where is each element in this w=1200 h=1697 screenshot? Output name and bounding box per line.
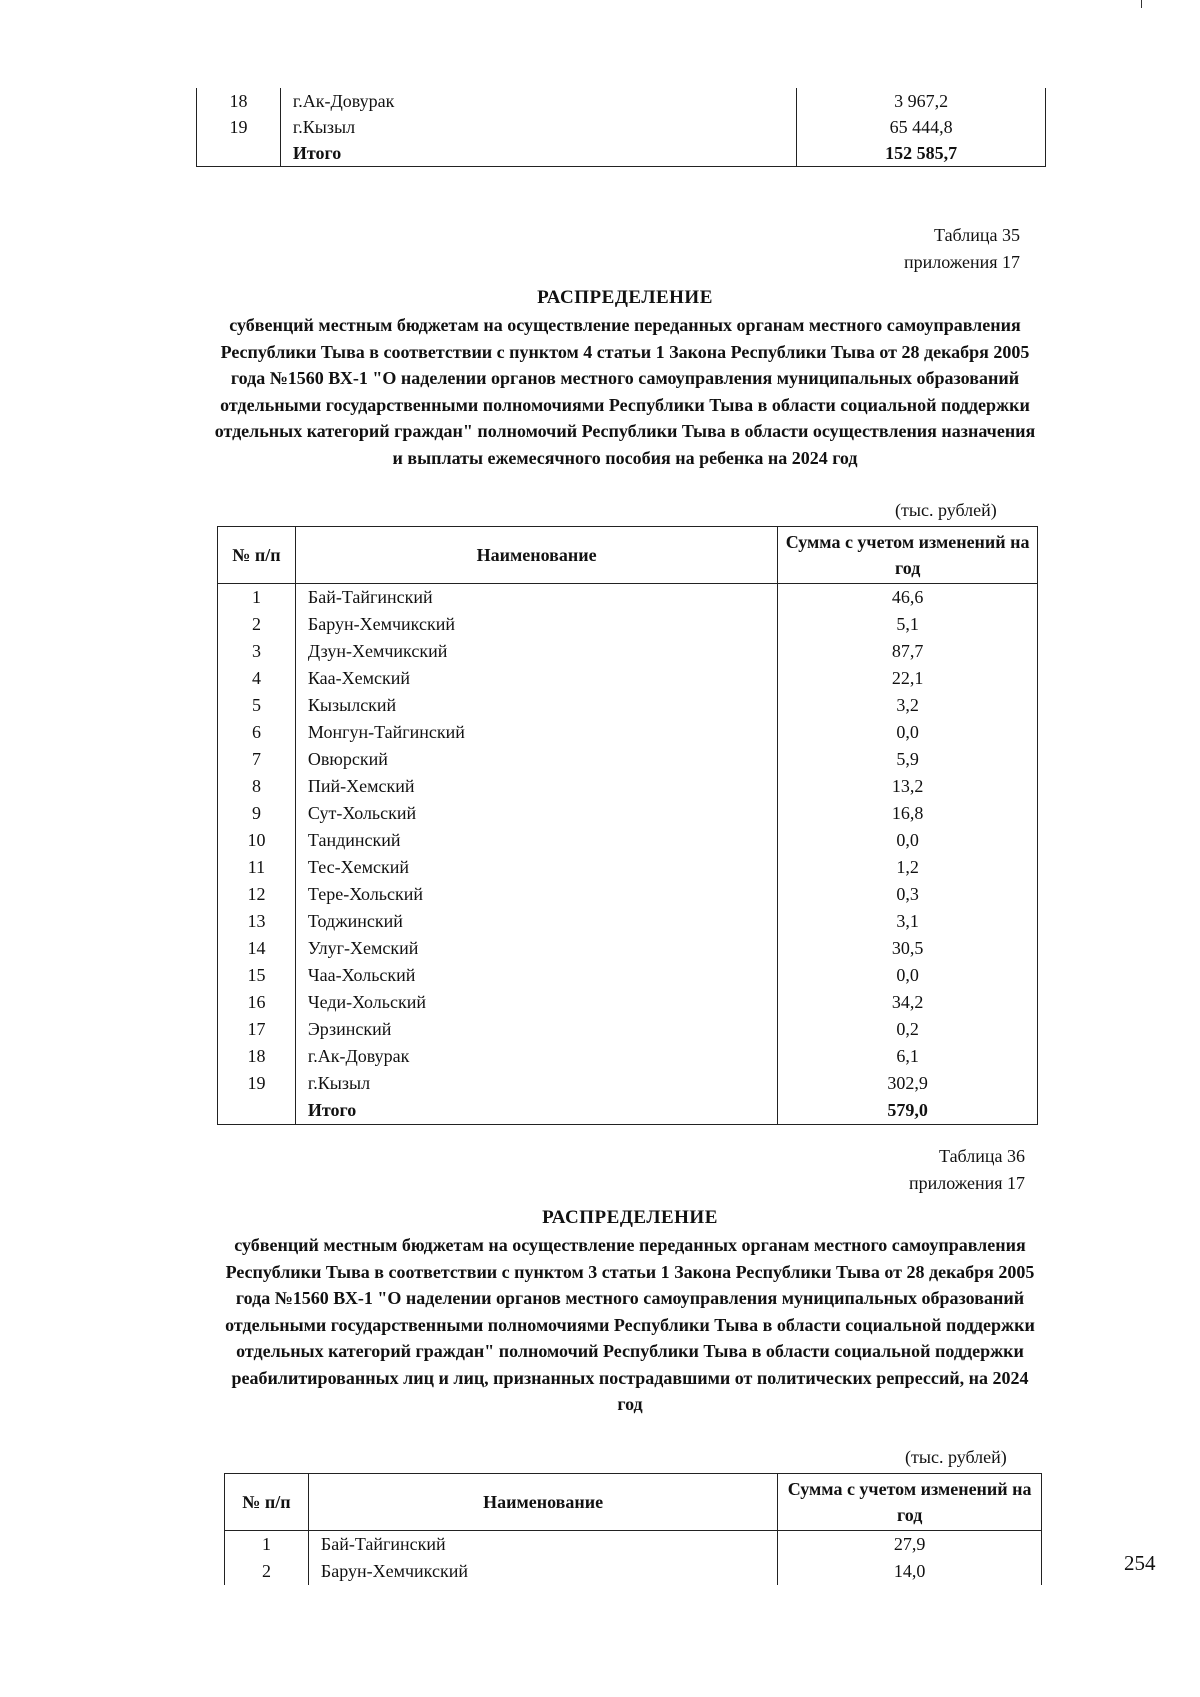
table36-subtitle: субвенций местным бюджетам на осуществление переданных органам местного самоуправления Республики Тыва в соответствии с пунктом 3 статьи 1 Закона Республики Тыва от 28 декабря 2005 года №1560 ВХ-1 "О наделении органов местного самоуправления муниципальных образований отдельными государственными полномочиями Республики Тыва в области социальной поддержки отдельных категорий граждан" полномочий Республики Тыва в области социальной поддержки реабилитированных лиц и лиц, признанных пострадавшими от политических репрессий, на 2024 год [225, 1235, 1035, 1414]
row-value: 22,1 [778, 665, 1038, 692]
column-header-number: № п/п [218, 527, 296, 584]
table36-heading [205, 1204, 1055, 1418]
row-name: г.Кызыл [280, 114, 796, 140]
table-row [218, 692, 1038, 719]
table-row [218, 1016, 1038, 1043]
table36-title: РАСПРЕДЕЛЕНИЕ [542, 1207, 718, 1228]
table-row [218, 989, 1038, 1016]
row-number: 2 [218, 611, 296, 638]
table-row [218, 827, 1038, 854]
table-row [218, 611, 1038, 638]
row-name: Бай-Тайгинский [295, 584, 777, 612]
table35-caption-line1: Таблица 35 [934, 225, 1020, 245]
table36 [224, 1473, 1042, 1585]
table36-caption [820, 1143, 1025, 1197]
row-name: Овюрский [295, 746, 777, 773]
row-number: 7 [218, 746, 296, 773]
row-value: 65 444,8 [797, 114, 1046, 140]
column-header-value: Сумма с учетом изменений на год [778, 1474, 1042, 1531]
row-number: 2 [225, 1558, 309, 1585]
table-row [218, 1070, 1038, 1097]
column-header-number: № п/п [225, 1474, 309, 1531]
continued-table-body [197, 88, 1046, 167]
row-value: 30,5 [778, 935, 1038, 962]
table-row [197, 114, 1046, 140]
row-value: 6,1 [778, 1043, 1038, 1070]
row-name: г.Ак-Довурак [280, 88, 796, 114]
table35-caption-line2: приложения 17 [903, 252, 1020, 272]
row-number: 18 [218, 1043, 296, 1070]
table35-units: (тыс. рублей) [895, 500, 997, 520]
table-row [218, 665, 1038, 692]
table-row [218, 773, 1038, 800]
total-label: Итого [295, 1097, 777, 1125]
total-value: 152 585,7 [797, 140, 1046, 167]
row-name: Кызылский [295, 692, 777, 719]
row-name: Пий-Хемский [295, 773, 777, 800]
row-value: 14,0 [778, 1558, 1042, 1585]
row-value: 27,9 [778, 1531, 1042, 1559]
row-name: Улуг-Хемский [295, 935, 777, 962]
table-row [218, 935, 1038, 962]
edge-mark [1141, 0, 1142, 8]
row-value: 5,9 [778, 746, 1038, 773]
total-row [218, 1097, 1038, 1125]
row-number: 3 [218, 638, 296, 665]
table-row [218, 584, 1038, 612]
row-value: 0,0 [778, 962, 1038, 989]
continued-table [196, 88, 1046, 167]
table35 [217, 526, 1038, 1125]
row-value: 0,3 [778, 881, 1038, 908]
row-name: г.Ак-Довурак [295, 1043, 777, 1070]
row-number: 15 [218, 962, 296, 989]
row-name: Чаа-Хольский [295, 962, 777, 989]
row-number: 13 [218, 908, 296, 935]
row-number: 14 [218, 935, 296, 962]
row-name: г.Кызыл [295, 1070, 777, 1097]
row-value: 87,7 [778, 638, 1038, 665]
row-name: Тере-Хольский [295, 881, 777, 908]
table-row [218, 881, 1038, 908]
total-row [197, 140, 1046, 167]
row-value: 34,2 [778, 989, 1038, 1016]
table35-title: РАСПРЕДЕЛЕНИЕ [537, 287, 713, 308]
table36-caption-line2: приложения 17 [908, 1173, 1025, 1193]
row-number: 11 [218, 854, 296, 881]
table-row [218, 719, 1038, 746]
row-number: 19 [229, 117, 248, 137]
row-number: 17 [218, 1016, 296, 1043]
row-number: 16 [218, 989, 296, 1016]
table35-caption [820, 222, 1020, 276]
table-row [218, 638, 1038, 665]
row-name: Дзун-Хемчикский [295, 638, 777, 665]
row-name: Монгун-Тайгинский [295, 719, 777, 746]
table35-subtitle: субвенций местным бюджетам на осуществление переданных органам местного самоуправления Республики Тыва в соответствии с пунктом 4 статьи 1 Закона Республики Тыва от 28 декабря 2005 года №1560 ВХ-1 "О наделении органов местного самоуправления муниципальных образований отдельными государственными полномочиями Республики Тыва в области социальной поддержки отдельных категорий граждан" полномочий Республики Тыва в области осуществления назначения и выплаты ежемесячного пособия на ребенка на 2024 год [214, 315, 1036, 468]
table-row [218, 746, 1038, 773]
row-name: Сут-Хольский [295, 800, 777, 827]
row-number: 18 [229, 91, 248, 111]
row-value: 302,9 [778, 1070, 1038, 1097]
column-header-name: Наименование [308, 1474, 777, 1531]
total-number [218, 1097, 296, 1125]
row-value: 3,1 [778, 908, 1038, 935]
row-number: 10 [218, 827, 296, 854]
row-value: 46,6 [778, 584, 1038, 612]
row-name: Барун-Хемчикский [308, 1558, 777, 1585]
row-name: Бай-Тайгинский [308, 1531, 777, 1559]
total-label: Итого [280, 140, 796, 167]
column-header-value: Сумма с учетом изменений на год [778, 527, 1038, 584]
row-number: 8 [218, 773, 296, 800]
row-name: Тоджинский [295, 908, 777, 935]
row-value: 1,2 [778, 854, 1038, 881]
row-number: 1 [225, 1531, 309, 1559]
row-number: 19 [218, 1070, 296, 1097]
row-value: 0,2 [778, 1016, 1038, 1043]
row-value: 0,0 [778, 827, 1038, 854]
page-number: 254 [1124, 1551, 1156, 1575]
row-name: Чеди-Хольский [295, 989, 777, 1016]
row-value: 13,2 [778, 773, 1038, 800]
table-row [225, 1531, 1042, 1559]
table35-header [218, 527, 1038, 584]
row-value: 0,0 [778, 719, 1038, 746]
row-number: 12 [218, 881, 296, 908]
row-name: Тандинский [295, 827, 777, 854]
row-number: 5 [218, 692, 296, 719]
row-name: Каа-Хемский [295, 665, 777, 692]
row-number: 6 [218, 719, 296, 746]
table35-body [218, 584, 1038, 1125]
total-value: 579,0 [778, 1097, 1038, 1125]
table36-body [225, 1531, 1042, 1586]
table-row [218, 1043, 1038, 1070]
row-number: 9 [218, 800, 296, 827]
row-name: Барун-Хемчикский [295, 611, 777, 638]
column-header-name: Наименование [295, 527, 777, 584]
table-row [218, 962, 1038, 989]
row-value: 16,8 [778, 800, 1038, 827]
row-number: 4 [218, 665, 296, 692]
row-value: 3,2 [778, 692, 1038, 719]
row-value: 3 967,2 [797, 88, 1046, 114]
row-name: Эрзинский [295, 1016, 777, 1043]
table-row [218, 800, 1038, 827]
row-name: Тес-Хемский [295, 854, 777, 881]
table36-units: (тыс. рублей) [905, 1447, 1007, 1467]
table35-heading [200, 284, 1050, 471]
row-number: 1 [218, 584, 296, 612]
table-row [225, 1558, 1042, 1585]
table36-caption-line1: Таблица 36 [939, 1146, 1025, 1166]
row-value: 5,1 [778, 611, 1038, 638]
table-row [197, 88, 1046, 114]
table36-header [225, 1474, 1042, 1531]
table-row [218, 908, 1038, 935]
table-row [218, 854, 1038, 881]
